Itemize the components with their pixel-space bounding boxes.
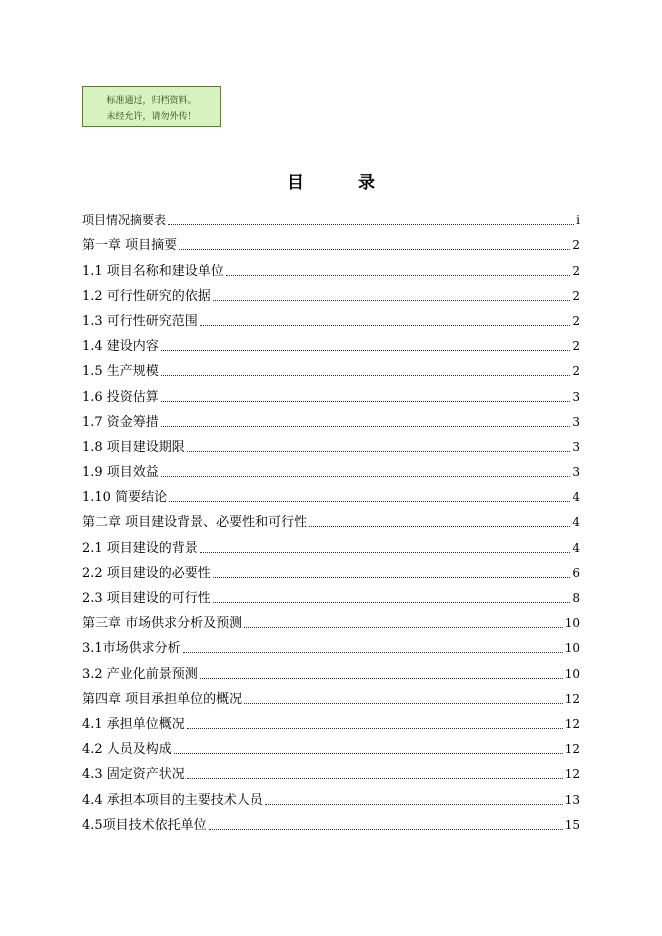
toc-dot-leader bbox=[161, 425, 571, 427]
toc-entry-page: 12 bbox=[564, 691, 580, 706]
toc-entry[interactable] bbox=[82, 783, 580, 808]
toc-dot-leader bbox=[179, 248, 570, 250]
toc-entry[interactable] bbox=[82, 380, 580, 405]
toc-entry[interactable] bbox=[82, 657, 580, 682]
toc-dot-leader bbox=[200, 551, 571, 553]
toc-entry-page: 12 bbox=[564, 767, 580, 782]
toc-entry[interactable] bbox=[82, 683, 580, 708]
toc-entry-label: 1.6 投资估算 bbox=[82, 389, 159, 405]
toc-entry-page: 15 bbox=[564, 817, 580, 832]
toc-entry-label: 1.4 建设内容 bbox=[82, 339, 159, 355]
toc-entry-page: 12 bbox=[564, 716, 580, 731]
toc-entry-page: 2 bbox=[572, 238, 580, 253]
toc-dot-leader bbox=[200, 677, 563, 679]
toc-entry-page: 2 bbox=[572, 263, 580, 278]
toc-entry[interactable] bbox=[82, 582, 580, 607]
toc-entry-label: 2.3 项目建设的可行性 bbox=[82, 591, 211, 606]
toc-dot-leader bbox=[187, 777, 563, 779]
toc-dot-leader bbox=[265, 803, 563, 805]
toc-entry-label: 4.5项目技术依托单位 bbox=[82, 817, 207, 833]
toc-entry-page: 4 bbox=[572, 540, 580, 555]
toc-entry[interactable] bbox=[82, 481, 580, 506]
toc-title: 目 录 bbox=[287, 173, 399, 193]
toc-dot-leader bbox=[209, 828, 563, 830]
toc-entry[interactable] bbox=[82, 456, 580, 481]
toc-dot-leader bbox=[174, 752, 563, 754]
toc-entry[interactable] bbox=[82, 758, 580, 783]
toc-entry[interactable] bbox=[82, 557, 580, 582]
toc-entry-page: 4 bbox=[572, 515, 580, 530]
toc-entry[interactable] bbox=[82, 708, 580, 733]
toc-entry-label: 1.1 项目名称和建设单位 bbox=[82, 263, 224, 279]
toc-entry-page: 2 bbox=[572, 339, 580, 354]
toc-entry-page: 2 bbox=[572, 313, 580, 328]
toc-entry[interactable] bbox=[82, 431, 580, 456]
toc-entry[interactable] bbox=[82, 406, 580, 431]
toc-dot-leader bbox=[200, 324, 571, 326]
toc-entry-page: 3 bbox=[572, 439, 580, 454]
toc-dot-leader bbox=[187, 727, 563, 729]
toc-entry[interactable] bbox=[82, 330, 580, 355]
toc-dot-leader bbox=[213, 576, 571, 578]
toc-entry[interactable] bbox=[82, 733, 580, 758]
toc-entry[interactable] bbox=[82, 229, 580, 254]
toc-entry[interactable] bbox=[82, 305, 580, 330]
toc-entry-label: 3.1市场供求分析 bbox=[82, 641, 181, 657]
toc-entry[interactable] bbox=[82, 632, 580, 657]
toc-entry[interactable] bbox=[82, 254, 580, 279]
toc-entry[interactable] bbox=[82, 355, 580, 380]
toc-entry-label: 1.10 简要结论 bbox=[82, 490, 168, 506]
toc-dot-leader bbox=[169, 500, 570, 502]
toc-entry[interactable] bbox=[82, 204, 580, 229]
toc-entry-label: 第二章 项目建设背景、必要性和可行性 bbox=[82, 515, 308, 531]
notice-stamp bbox=[82, 86, 221, 127]
toc-entry-page: 10 bbox=[564, 641, 580, 656]
toc-entry-label: 第四章 项目承担单位的概况 bbox=[82, 691, 243, 707]
toc-entry-page: 13 bbox=[564, 792, 580, 807]
toc-entry-label: 1.2 可行性研究的依据 bbox=[82, 288, 211, 304]
toc-entry-page: 3 bbox=[572, 389, 580, 404]
toc-entry-page: 2 bbox=[572, 288, 580, 303]
toc-entry-label: 第三章 市场供求分析及预测 bbox=[82, 616, 243, 632]
toc-entry[interactable] bbox=[82, 531, 580, 556]
toc-entry[interactable] bbox=[82, 607, 580, 632]
toc-entry-label: 4.1 承担单位概况 bbox=[82, 716, 185, 732]
toc-entry-page: 8 bbox=[572, 591, 580, 605]
toc-dot-leader bbox=[161, 349, 571, 351]
toc-entry-label: 1.7 资金筹措 bbox=[82, 414, 159, 430]
toc-dot-leader bbox=[244, 702, 563, 704]
toc-dot-leader bbox=[161, 400, 571, 402]
toc-entry[interactable] bbox=[82, 809, 580, 834]
toc-entry[interactable] bbox=[82, 280, 580, 305]
toc-dot-leader bbox=[161, 475, 571, 477]
toc-entry-label: 1.3 可行性研究范围 bbox=[82, 313, 198, 329]
toc-entry-page: 10 bbox=[564, 666, 580, 681]
toc-entry-page: 10 bbox=[564, 616, 580, 631]
toc-dot-leader bbox=[226, 274, 571, 276]
toc-entry-label: 3.2 产业化前景预测 bbox=[82, 666, 198, 682]
toc-dot-leader bbox=[187, 450, 571, 452]
toc-dot-leader bbox=[168, 223, 574, 225]
toc-dot-leader bbox=[213, 299, 571, 301]
notice-line-2: 未经允许，请勿外传！ bbox=[106, 112, 197, 122]
toc-entry-label: 4.3 固定资产状况 bbox=[82, 767, 185, 783]
toc-entry-page: 4 bbox=[572, 490, 580, 505]
toc-entry-page: 6 bbox=[572, 565, 580, 580]
toc-entry-label: 1.5 生产规模 bbox=[82, 364, 159, 380]
toc-entry-label: 2.1 项目建设的背景 bbox=[82, 540, 198, 556]
toc-entry[interactable] bbox=[82, 506, 580, 531]
toc-dot-leader bbox=[213, 601, 571, 603]
toc-entry-page: 12 bbox=[564, 742, 580, 757]
toc-dot-leader bbox=[309, 525, 570, 527]
toc-entry-label: 项目情况摘要表 bbox=[82, 213, 167, 228]
toc-dot-leader bbox=[244, 626, 563, 628]
notice-line-1: 标准通过，归档资料。 bbox=[106, 96, 197, 106]
toc-entry-page: 3 bbox=[572, 465, 580, 480]
toc-entry-page: 2 bbox=[572, 364, 580, 379]
toc-entry-label: 4.2 人员及构成 bbox=[82, 742, 172, 758]
toc-entry-label: 2.2 项目建设的必要性 bbox=[82, 565, 211, 581]
toc-entry-page: i bbox=[576, 213, 580, 228]
toc-entry-label: 1.8 项目建设期限 bbox=[82, 439, 185, 455]
toc-entry-label: 4.4 承担本项目的主要技术人员 bbox=[82, 792, 263, 808]
toc-dot-leader bbox=[161, 374, 571, 376]
toc-entry-label: 第一章 项目摘要 bbox=[82, 238, 178, 254]
table-of-contents bbox=[82, 204, 580, 834]
toc-entry-page: 3 bbox=[572, 414, 580, 429]
toc-dot-leader bbox=[183, 651, 563, 653]
toc-entry-label: 1.9 项目效益 bbox=[82, 465, 159, 481]
